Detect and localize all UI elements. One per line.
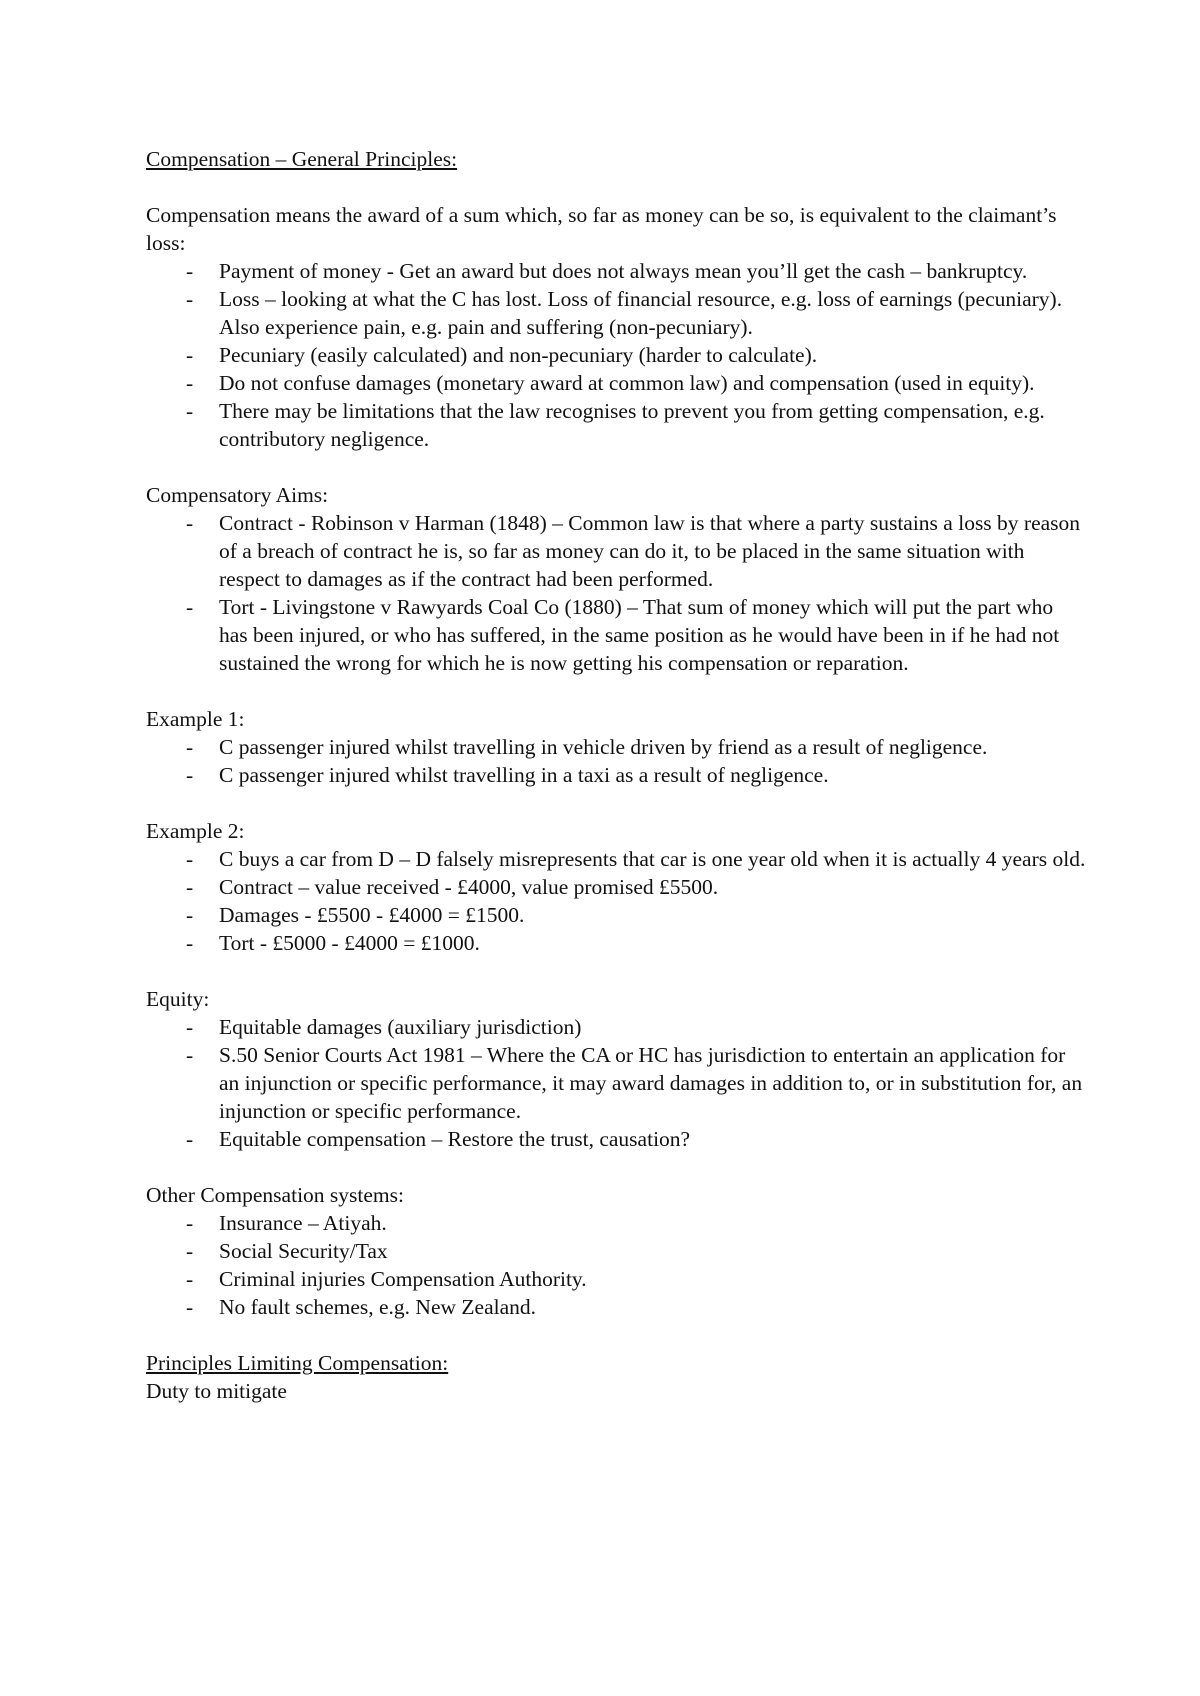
intro-paragraph: Compensation means the award of a sum which, so far as money can be so, is equivalent to the claimant’s loss: bbox=[146, 203, 1057, 255]
general-principles-list bbox=[146, 257, 1086, 453]
section-heading-general-principles: Compensation – General Principles: bbox=[146, 147, 458, 171]
spacer bbox=[146, 957, 1086, 985]
list-item: - Criminal injuries Compensation Authority. bbox=[146, 1265, 1086, 1293]
section-heading-example-1: Example 1: bbox=[146, 707, 245, 731]
section-heading-compensatory-aims: Compensatory Aims: bbox=[146, 483, 329, 507]
list-item: - Equitable compensation – Restore the trust, causation? bbox=[146, 1125, 1086, 1153]
list-item: - S.50 Senior Courts Act 1981 – Where the CA or HC has jurisdiction to entertain an application for an injunction or specific performance, it may award damages in addition to, or in substitution for, an injunction or specific performance. bbox=[146, 1041, 1086, 1125]
list-item: - There may be limitations that the law recognises to prevent you from getting compensation, e.g. contributory negligence. bbox=[146, 397, 1086, 453]
section-heading-equity: Equity: bbox=[146, 987, 210, 1011]
list-item: - Contract - Robinson v Harman (1848) – Common law is that where a party sustains a loss by reason of a breach of contract he is, so far as money can do it, to be placed in the same situation with respect to damages as if the contract had been performed. bbox=[146, 509, 1086, 593]
other-systems-list bbox=[146, 1209, 1086, 1321]
spacer bbox=[146, 789, 1086, 817]
section-heading-example-2: Example 2: bbox=[146, 819, 245, 843]
list-item: - Do not confuse damages (monetary award at common law) and compensation (used in equity). bbox=[146, 369, 1086, 397]
subheading-duty-to-mitigate: Duty to mitigate bbox=[146, 1379, 287, 1403]
example-1-list bbox=[146, 733, 1086, 789]
spacer bbox=[146, 1153, 1086, 1181]
list-item: - C passenger injured whilst travelling in a taxi as a result of negligence. bbox=[146, 761, 1086, 789]
list-item: - Payment of money - Get an award but does not always mean you’ll get the cash – bankruptcy. bbox=[146, 257, 1086, 285]
list-item: - Pecuniary (easily calculated) and non-pecuniary (harder to calculate). bbox=[146, 341, 1086, 369]
example-2-list bbox=[146, 845, 1086, 957]
list-item: - No fault schemes, e.g. New Zealand. bbox=[146, 1293, 1086, 1321]
compensatory-aims-list bbox=[146, 509, 1086, 677]
document-page bbox=[146, 145, 1086, 1405]
list-item: - Loss – looking at what the C has lost. Loss of financial resource, e.g. loss of earnings (pecuniary). Also experience pain, e.g. pain and suffering (non-pecuniary). bbox=[146, 285, 1086, 341]
list-item: - C buys a car from D – D falsely misrepresents that car is one year old when it is actually 4 years old. bbox=[146, 845, 1086, 873]
list-item: - Equitable damages (auxiliary jurisdiction) bbox=[146, 1013, 1086, 1041]
equity-list bbox=[146, 1013, 1086, 1153]
list-item: - Tort - Livingstone v Rawyards Coal Co (1880) – That sum of money which will put the part who has been injured, or who has suffered, in the same position as he would have been in if he had not sustained the wrong for which he is now getting his compensation or reparation. bbox=[146, 593, 1086, 677]
list-item: - Social Security/Tax bbox=[146, 1237, 1086, 1265]
spacer bbox=[146, 173, 1086, 201]
list-item: - C passenger injured whilst travelling in vehicle driven by friend as a result of negligence. bbox=[146, 733, 1086, 761]
list-item: - Tort - £5000 - £4000 = £1000. bbox=[146, 929, 1086, 957]
section-heading-limiting-principles: Principles Limiting Compensation: bbox=[146, 1351, 449, 1375]
list-item: - Contract – value received - £4000, value promised £5500. bbox=[146, 873, 1086, 901]
spacer bbox=[146, 677, 1086, 705]
spacer bbox=[146, 453, 1086, 481]
list-item: - Damages - £5500 - £4000 = £1500. bbox=[146, 901, 1086, 929]
list-item: - Insurance – Atiyah. bbox=[146, 1209, 1086, 1237]
section-heading-other-systems: Other Compensation systems: bbox=[146, 1183, 404, 1207]
spacer bbox=[146, 1321, 1086, 1349]
